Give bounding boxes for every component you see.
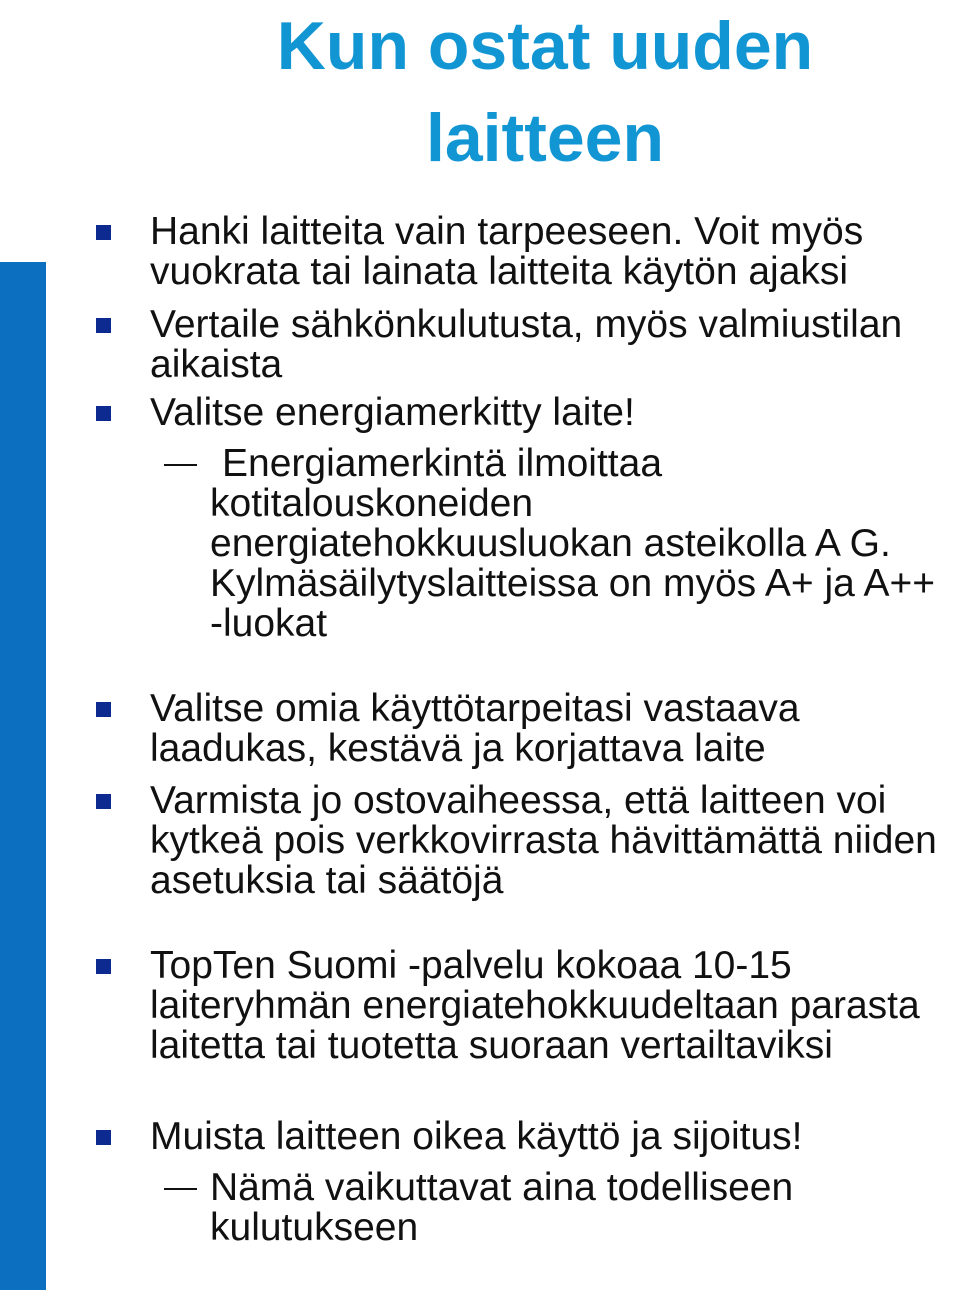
square-bullet-icon (96, 959, 111, 974)
bullet-item-7 (150, 1117, 950, 1157)
bullet-item-4 (150, 689, 950, 769)
square-bullet-icon (96, 1130, 111, 1145)
bullet-item-3 (150, 393, 950, 433)
sub-bullet-item-text: Nämä vaikuttavat aina todelliseen kulutukseen (210, 1166, 794, 1249)
dash-bullet-icon (164, 1188, 197, 1190)
sub-bullet-item-text: Energiamerkintä ilmoittaa kotitalouskoneiden energiatehokkuusluokan asteikolla A G. Kylmäsäilytyslaitteissa on myös A+ ja A++ -luokat (210, 442, 936, 645)
bullet-item-text: Vertaile sähkönkulutusta, myös valmiustilan aikaista (150, 303, 903, 386)
bullet-item-2 (150, 305, 950, 385)
square-bullet-icon (96, 794, 111, 809)
square-bullet-icon (96, 406, 111, 421)
dash-bullet-icon (164, 464, 197, 466)
bullet-item-1 (150, 212, 950, 292)
bullet-item-text: Muista laitteen oikea käyttö ja sijoitus! (150, 1115, 803, 1158)
bullet-item-6 (150, 946, 950, 1066)
square-bullet-icon (96, 702, 111, 717)
slide-title-line-1: Kun ostat uuden (276, 8, 814, 84)
square-bullet-icon (96, 225, 111, 240)
side-accent-bar (0, 262, 46, 1290)
slide-title-line-2: laitteen (425, 100, 665, 176)
sub-bullet-item-2 (210, 1168, 950, 1248)
bullet-item-5 (150, 781, 950, 901)
bullet-item-text: Valitse energiamerkitty laite! (150, 391, 635, 434)
square-bullet-icon (96, 318, 111, 333)
slide-title (150, 0, 940, 184)
bullet-item-text: Valitse omia käyttötarpeitasi vastaava laadukas, kestävä ja korjattava laite (150, 687, 800, 770)
bullet-item-text: Varmista jo ostovaiheessa, että laitteen voi kytkeä pois verkkovirrasta hävittämättä niiden asetuksia tai säätöjä (150, 779, 937, 902)
bullet-item-text: Hanki laitteita vain tarpeeseen. Voit myös vuokrata tai lainata laitteita käytön ajaksi (150, 210, 864, 293)
bullet-item-text: TopTen Suomi -palvelu kokoaa 10-15 laiteryhmän energiatehokkuudeltaan parasta laitetta tai tuotetta suoraan vertailtaviksi (150, 944, 920, 1067)
sub-bullet-item-1 (210, 444, 950, 644)
